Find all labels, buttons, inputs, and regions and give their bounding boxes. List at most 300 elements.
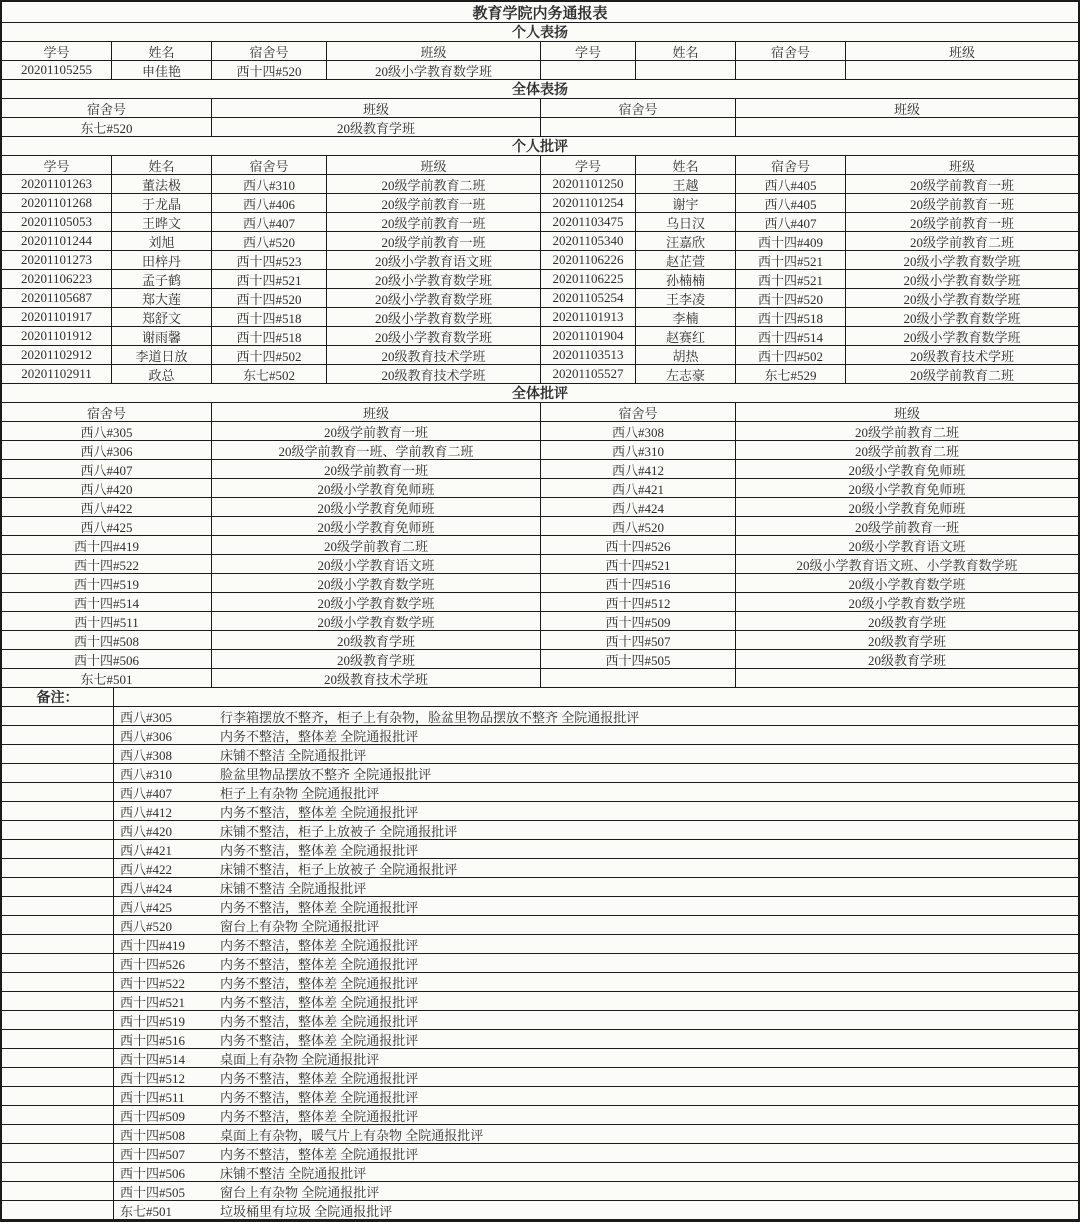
remark-cell <box>114 878 1078 897</box>
student-id-cell: 20201106226 <box>541 251 636 270</box>
name-cell: 刘旭 <box>112 232 212 251</box>
remark-dorm: 西十四#511 <box>120 1089 185 1105</box>
remark-row <box>2 1068 1078 1087</box>
section-heading-individual-criticism: 个人批评 <box>2 137 1078 156</box>
table-row <box>2 479 1078 498</box>
class-cell: 20级学前教育一班 <box>212 422 541 441</box>
empty-cell <box>2 992 114 1011</box>
class-cell: 20级学前教育一班 <box>327 213 541 232</box>
remark-dorm: 西八#412 <box>120 804 173 820</box>
class-cell: 20级学前教育二班 <box>736 441 1078 460</box>
name-cell: 王越 <box>636 175 736 194</box>
dorm-cell: 西八#310 <box>541 441 736 460</box>
remark-note: 床铺不整洁 全院通报批评 <box>220 747 367 763</box>
column-header: 姓名 <box>636 156 736 175</box>
column-header: 宿舍号 <box>736 42 846 61</box>
student-id-cell: 20201101244 <box>2 232 112 251</box>
remark-row <box>2 992 1078 1011</box>
column-header: 班级 <box>327 156 541 175</box>
remark-row <box>2 821 1078 840</box>
remark-note: 桌面上有杂物 全院通报批评 <box>220 1051 380 1067</box>
empty-cell <box>2 764 114 783</box>
remark-dorm: 西十四#508 <box>120 1127 186 1143</box>
name-cell: 孟子鹤 <box>112 270 212 289</box>
remark-row <box>2 745 1078 764</box>
table-row <box>2 555 1078 574</box>
remark-dorm: 西十四#507 <box>120 1146 186 1162</box>
empty-cell <box>2 859 114 878</box>
remark-cell <box>114 1068 1078 1087</box>
name-cell <box>636 61 736 80</box>
class-cell: 20级小学教育免师班 <box>736 498 1078 517</box>
group-praise-table <box>2 99 1078 137</box>
dorm-cell: 西十四#508 <box>2 631 212 650</box>
table-row <box>2 213 1078 232</box>
section-heading-group-criticism: 全体批评 <box>2 384 1078 403</box>
remark-dorm: 西十四#419 <box>120 937 186 953</box>
class-cell: 20级学前教育二班 <box>846 365 1078 384</box>
name-cell: 谢宇 <box>636 194 736 213</box>
table-row <box>2 650 1078 669</box>
class-cell: 20级小学教育免师班 <box>212 517 541 536</box>
dorm-cell: 西十四#516 <box>541 574 736 593</box>
student-id-cell: 20201101904 <box>541 327 636 346</box>
class-cell: 20级小学教育数学班 <box>212 593 541 612</box>
remark-cell <box>114 897 1078 916</box>
student-id-cell: 20201105254 <box>541 289 636 308</box>
remark-dorm: 西十四#506 <box>120 1165 186 1181</box>
remark-row <box>2 1049 1078 1068</box>
column-header: 班级 <box>327 42 541 61</box>
dorm-cell: 西十四#419 <box>2 536 212 555</box>
dorm-cell: 西八#425 <box>2 517 212 536</box>
name-cell: 董法极 <box>112 175 212 194</box>
student-id-cell: 20201105340 <box>541 232 636 251</box>
remark-row <box>2 726 1078 745</box>
name-cell: 谢雨馨 <box>112 327 212 346</box>
empty-cell <box>2 821 114 840</box>
empty-cell <box>2 1068 114 1087</box>
dorm-cell: 西八#407 <box>736 213 846 232</box>
class-cell <box>846 61 1078 80</box>
column-header: 班级 <box>212 403 541 422</box>
table-row <box>2 536 1078 555</box>
remark-cell <box>114 1201 1078 1220</box>
remark-dorm: 西十四#522 <box>120 975 186 991</box>
dorm-cell: 西十四#514 <box>736 327 846 346</box>
remark-row <box>2 783 1078 802</box>
remark-note: 内务不整洁，整体差 全院通报批评 <box>220 1089 419 1105</box>
remark-cell <box>114 1144 1078 1163</box>
student-id-cell: 20201101254 <box>541 194 636 213</box>
remark-note: 内务不整洁，整体差 全院通报批评 <box>220 1108 419 1124</box>
dorm-cell: 西八#422 <box>2 498 212 517</box>
class-cell: 20级小学教育数学班 <box>846 289 1078 308</box>
table-row <box>2 327 1078 346</box>
remark-row <box>2 1106 1078 1125</box>
remark-row <box>2 1144 1078 1163</box>
class-cell: 20级小学教育数学班 <box>327 270 541 289</box>
dorm-cell: 西十四#518 <box>212 327 327 346</box>
remark-cell <box>114 821 1078 840</box>
class-cell: 20级小学教育免师班 <box>736 479 1078 498</box>
table-row <box>2 631 1078 650</box>
dorm-cell: 西十四#507 <box>541 631 736 650</box>
table-row <box>2 61 1078 80</box>
dorm-cell: 西八#406 <box>212 194 327 213</box>
remark-row <box>2 859 1078 878</box>
remark-row <box>2 954 1078 973</box>
remark-note: 床铺不整洁，柜子上放被子 全院通报批评 <box>220 861 458 877</box>
class-cell: 20级小学教育语文班 <box>736 536 1078 555</box>
dorm-cell: 西十四#526 <box>541 536 736 555</box>
dorm-cell: 西十四#518 <box>212 308 327 327</box>
dorm-cell: 西十四#511 <box>2 612 212 631</box>
dorm-cell: 西八#407 <box>212 213 327 232</box>
empty-cell <box>2 745 114 764</box>
column-header: 班级 <box>736 403 1078 422</box>
remark-cell <box>114 973 1078 992</box>
class-cell: 20级教育学班 <box>736 612 1078 631</box>
dorm-cell: 西十四#522 <box>2 555 212 574</box>
dorm-cell: 西八#308 <box>541 422 736 441</box>
student-id-cell: 20201103513 <box>541 346 636 365</box>
dorm-cell <box>736 61 846 80</box>
column-header: 宿舍号 <box>541 403 736 422</box>
name-cell: 乌日汉 <box>636 213 736 232</box>
table-row <box>2 517 1078 536</box>
remark-cell <box>114 1049 1078 1068</box>
class-cell: 20级学前教育一班 <box>846 175 1078 194</box>
student-id-cell: 20201101273 <box>2 251 112 270</box>
dorm-cell: 西十四#520 <box>736 289 846 308</box>
class-cell: 20级小学教育数学班 <box>846 308 1078 327</box>
dorm-cell: 西十四#519 <box>2 574 212 593</box>
dorm-cell: 西十四#409 <box>736 232 846 251</box>
dorm-cell: 西十四#518 <box>736 308 846 327</box>
dorm-cell: 西八#420 <box>2 479 212 498</box>
class-cell: 20级小学教育数学班 <box>327 308 541 327</box>
remark-row <box>2 802 1078 821</box>
empty-cell <box>2 916 114 935</box>
remark-row <box>2 840 1078 859</box>
column-header: 学号 <box>2 156 112 175</box>
name-cell: 李道日放 <box>112 346 212 365</box>
header-row <box>2 99 1078 118</box>
column-header: 班级 <box>736 99 1078 118</box>
table-row <box>2 422 1078 441</box>
empty-cell <box>2 954 114 973</box>
remark-note: 内务不整洁，整体差 全院通报批评 <box>220 1070 419 1086</box>
remark-note: 内务不整洁，整体差 全院通报批评 <box>220 728 419 744</box>
table-row <box>2 289 1078 308</box>
table-row <box>2 441 1078 460</box>
class-cell: 20级教育学班 <box>736 631 1078 650</box>
header-row <box>2 156 1078 175</box>
remark-cell <box>114 1163 1078 1182</box>
remark-dorm: 西十四#521 <box>120 994 186 1010</box>
remark-dorm: 西八#422 <box>120 861 173 877</box>
dorm-cell <box>541 669 736 688</box>
name-cell: 申佳艳 <box>112 61 212 80</box>
remark-cell <box>114 859 1078 878</box>
remark-row <box>2 1125 1078 1144</box>
remark-cell <box>114 1087 1078 1106</box>
dorm-cell: 西十四#514 <box>2 593 212 612</box>
empty-cell <box>2 1163 114 1182</box>
remark-note: 内务不整洁，整体差 全院通报批评 <box>220 1146 419 1162</box>
empty-cell <box>2 1144 114 1163</box>
table-row <box>2 118 1078 137</box>
empty-cell <box>2 783 114 802</box>
dorm-cell: 西八#520 <box>541 517 736 536</box>
remark-row <box>2 916 1078 935</box>
empty-cell <box>114 688 1078 707</box>
class-cell: 20级学前教育一班 <box>736 517 1078 536</box>
column-header: 宿舍号 <box>212 156 327 175</box>
class-cell: 20级学前教育一班、学前教育二班 <box>212 441 541 460</box>
class-cell: 20级学前教育一班 <box>846 213 1078 232</box>
column-header: 班级 <box>846 42 1078 61</box>
student-id-cell: 20201105255 <box>2 61 112 80</box>
remark-dorm: 西十四#516 <box>120 1032 186 1048</box>
dorm-cell: 西十四#512 <box>541 593 736 612</box>
remark-dorm: 西八#424 <box>120 880 173 896</box>
dorm-cell: 东七#520 <box>2 118 212 137</box>
remark-cell <box>114 1011 1078 1030</box>
dorm-cell: 西八#424 <box>541 498 736 517</box>
class-cell: 20级教育技术学班 <box>327 346 541 365</box>
dorm-cell: 西十四#520 <box>212 61 327 80</box>
table-row <box>2 232 1078 251</box>
column-header: 宿舍号 <box>212 42 327 61</box>
class-cell: 20级小学教育数学班 <box>327 327 541 346</box>
class-cell: 20级教育技术学班 <box>212 669 541 688</box>
table-row <box>2 365 1078 384</box>
class-cell: 20级学前教育二班 <box>212 536 541 555</box>
column-header: 班级 <box>846 156 1078 175</box>
student-id-cell: 20201101912 <box>2 327 112 346</box>
class-cell <box>736 669 1078 688</box>
name-cell: 郑舒文 <box>112 308 212 327</box>
remark-note: 垃圾桶里有垃圾 全院通报批评 <box>220 1203 393 1219</box>
student-id-cell: 20201103475 <box>541 213 636 232</box>
class-cell: 20级教育学班 <box>212 650 541 669</box>
student-id-cell: 20201101268 <box>2 194 112 213</box>
student-id-cell: 20201101917 <box>2 308 112 327</box>
class-cell: 20级学前教育二班 <box>736 422 1078 441</box>
section-heading-group-praise: 全体表扬 <box>2 80 1078 99</box>
empty-cell <box>2 935 114 954</box>
class-cell: 20级小学教育数学班 <box>212 612 541 631</box>
empty-cell <box>2 897 114 916</box>
class-cell: 20级小学教育数学班 <box>212 574 541 593</box>
empty-cell <box>2 1049 114 1068</box>
remark-row <box>2 973 1078 992</box>
dorm-cell: 西十四#506 <box>2 650 212 669</box>
header-row <box>2 42 1078 61</box>
name-cell: 汪嘉欣 <box>636 232 736 251</box>
name-cell: 李楠 <box>636 308 736 327</box>
table-row <box>2 251 1078 270</box>
empty-cell <box>2 973 114 992</box>
empty-cell <box>2 840 114 859</box>
remark-note: 内务不整洁，整体差 全院通报批评 <box>220 804 419 820</box>
remark-cell <box>114 992 1078 1011</box>
empty-cell <box>2 1125 114 1144</box>
empty-cell <box>2 726 114 745</box>
remark-dorm: 西八#310 <box>120 766 173 782</box>
class-cell: 20级小学教育免师班 <box>212 498 541 517</box>
dorm-cell: 西八#405 <box>736 175 846 194</box>
table-row <box>2 460 1078 479</box>
table-row <box>2 346 1078 365</box>
class-cell: 20级学前教育一班 <box>327 194 541 213</box>
remark-dorm: 西八#407 <box>120 785 173 801</box>
remark-cell <box>114 783 1078 802</box>
class-cell: 20级教育学班 <box>212 631 541 650</box>
table-row <box>2 669 1078 688</box>
student-id-cell: 20201105687 <box>2 289 112 308</box>
student-id-cell: 20201101250 <box>541 175 636 194</box>
student-id-cell: 20201106223 <box>2 270 112 289</box>
remark-cell <box>114 1030 1078 1049</box>
remark-cell <box>114 935 1078 954</box>
remark-note: 内务不整洁，整体差 全院通报批评 <box>220 842 419 858</box>
class-cell: 20级学前教育一班 <box>327 232 541 251</box>
student-id-cell: 20201105527 <box>541 365 636 384</box>
header-row <box>2 403 1078 422</box>
remark-cell <box>114 840 1078 859</box>
remark-dorm: 西十四#505 <box>120 1184 186 1200</box>
remark-row <box>2 1201 1078 1220</box>
remark-note: 内务不整洁，整体差 全院通报批评 <box>220 899 419 915</box>
class-cell: 20级小学教育免师班 <box>212 479 541 498</box>
class-cell: 20级学前教育一班 <box>212 460 541 479</box>
empty-cell <box>2 1087 114 1106</box>
remark-cell <box>114 1106 1078 1125</box>
empty-cell <box>2 1201 114 1220</box>
empty-cell <box>2 878 114 897</box>
dorm-cell: 西八#412 <box>541 460 736 479</box>
empty-cell <box>2 1030 114 1049</box>
column-header: 学号 <box>541 156 636 175</box>
name-cell: 王李凌 <box>636 289 736 308</box>
column-header: 宿舍号 <box>2 99 212 118</box>
column-header: 班级 <box>212 99 541 118</box>
name-cell: 左志豪 <box>636 365 736 384</box>
empty-cell <box>2 1011 114 1030</box>
group-criticism-table <box>2 403 1078 688</box>
remark-note: 内务不整洁，整体差 全院通报批评 <box>220 956 419 972</box>
table-row <box>2 498 1078 517</box>
remark-cell <box>114 707 1078 726</box>
dorm-cell: 西八#310 <box>212 175 327 194</box>
dorm-cell: 西十四#505 <box>541 650 736 669</box>
remark-dorm: 西八#421 <box>120 842 173 858</box>
remark-dorm: 西八#306 <box>120 728 173 744</box>
remark-note: 脸盆里物品摆放不整齐 全院通报批评 <box>220 766 432 782</box>
empty-cell <box>2 1106 114 1125</box>
remark-row <box>2 1087 1078 1106</box>
name-cell: 田梓丹 <box>112 251 212 270</box>
remarks-header-row <box>2 688 1078 707</box>
student-id-cell: 20201102911 <box>2 365 112 384</box>
table-row <box>2 593 1078 612</box>
remark-dorm: 西八#308 <box>120 747 173 763</box>
remark-note: 床铺不整洁，柜子上放被子 全院通报批评 <box>220 823 458 839</box>
dorm-cell: 西八#407 <box>2 460 212 479</box>
class-cell: 20级小学教育语文班 <box>327 251 541 270</box>
class-cell: 20级教育技术学班 <box>846 346 1078 365</box>
remark-dorm: 西八#420 <box>120 823 173 839</box>
dorm-cell: 西十四#521 <box>541 555 736 574</box>
remark-cell <box>114 726 1078 745</box>
class-cell: 20级小学教育语文班、小学教育数学班 <box>736 555 1078 574</box>
empty-cell <box>2 802 114 821</box>
remark-cell <box>114 1125 1078 1144</box>
dorm-cell: 东七#502 <box>212 365 327 384</box>
remark-cell <box>114 1182 1078 1201</box>
remark-row <box>2 935 1078 954</box>
remark-note: 柜子上有杂物 全院通报批评 <box>220 785 380 801</box>
student-id-cell: 20201102912 <box>2 346 112 365</box>
column-header: 宿舍号 <box>736 156 846 175</box>
remark-cell <box>114 802 1078 821</box>
remark-dorm: 西十四#514 <box>120 1051 186 1067</box>
dorm-cell: 西八#405 <box>736 194 846 213</box>
dorm-cell: 西十四#521 <box>736 251 846 270</box>
class-cell: 20级教育技术学班 <box>327 365 541 384</box>
dorm-cell: 西八#306 <box>2 441 212 460</box>
name-cell: 于龙晶 <box>112 194 212 213</box>
remark-note: 内务不整洁，整体差 全院通报批评 <box>220 937 419 953</box>
column-header: 学号 <box>2 42 112 61</box>
remarks-section <box>2 688 1078 1220</box>
remark-note: 内务不整洁，整体差 全院通报批评 <box>220 1032 419 1048</box>
class-cell: 20级小学教育数学班 <box>736 593 1078 612</box>
remarks-label: 备注： <box>2 688 114 707</box>
name-cell: 赵芷萱 <box>636 251 736 270</box>
remark-note: 行李箱摆放不整齐，柜子上有杂物，脸盆里物品摆放不整齐 全院通报批评 <box>220 709 640 725</box>
column-header: 姓名 <box>112 42 212 61</box>
table-row <box>2 308 1078 327</box>
remark-note: 内务不整洁，整体差 全院通报批评 <box>220 975 419 991</box>
remark-note: 内务不整洁，整体差 全院通报批评 <box>220 1013 419 1029</box>
remark-dorm: 西十四#509 <box>120 1108 186 1124</box>
dorm-cell: 西十四#509 <box>541 612 736 631</box>
class-cell: 20级小学教育语文班 <box>212 555 541 574</box>
dorm-cell: 西十四#523 <box>212 251 327 270</box>
remark-dorm: 西十四#526 <box>120 956 186 972</box>
remark-dorm: 西十四#512 <box>120 1070 186 1086</box>
remark-dorm: 西八#425 <box>120 899 173 915</box>
remark-row <box>2 764 1078 783</box>
table-row <box>2 270 1078 289</box>
dorm-cell <box>541 118 736 137</box>
table-row <box>2 574 1078 593</box>
name-cell: 郑大莲 <box>112 289 212 308</box>
column-header: 学号 <box>541 42 636 61</box>
class-cell: 20级小学教育数学班 <box>327 289 541 308</box>
remark-note: 窗台上有杂物 全院通报批评 <box>220 918 380 934</box>
column-header: 姓名 <box>112 156 212 175</box>
dorm-cell: 西十四#520 <box>212 289 327 308</box>
section-heading-individual-praise: 个人表扬 <box>2 23 1078 42</box>
class-cell: 20级学前教育一班 <box>846 194 1078 213</box>
student-id-cell: 20201101913 <box>541 308 636 327</box>
dorm-cell: 西十四#521 <box>736 270 846 289</box>
